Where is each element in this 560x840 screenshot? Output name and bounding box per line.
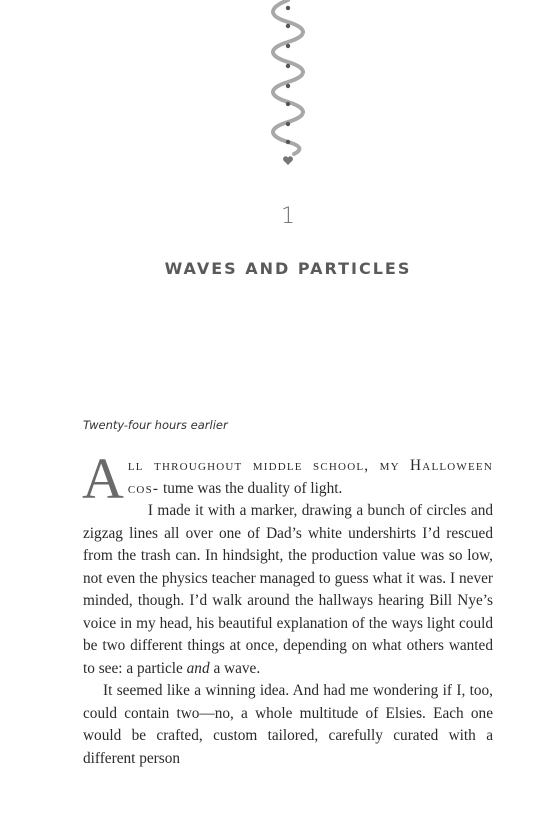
- paragraph-2-emphasis: and: [186, 659, 210, 677]
- paragraph-2: [83, 500, 493, 680]
- paragraph-3: It seemed like a winning idea. And had me wondering if I, too, could contain two—no, a whole multitude of Elsies. Each one would be crafted, custom tailored, carefully curated with a different person: [83, 682, 493, 767]
- drop-cap: A: [82, 446, 124, 511]
- spiral-heart-ornament-icon: [258, 0, 318, 170]
- epigraph: Twenty-four hours earlier: [83, 418, 228, 432]
- paragraph-1: [82, 446, 493, 511]
- paragraph-2-tail-pre: particle: [136, 659, 183, 677]
- paragraph-1-rest: tume was the duality of light.: [163, 479, 343, 497]
- lead-in-smallcaps: ll throughout middle school, my Halloween cos-: [127, 457, 493, 497]
- body-text: [82, 446, 493, 770]
- chapter-number: 1: [281, 204, 295, 229]
- paragraph-2-tail-post: a wave.: [213, 659, 261, 677]
- chapter-title: WAVES AND PARTICLES: [164, 259, 412, 278]
- paragraph-2-text: I made it with a marker, drawing a bunch of circles and zigzag lines all over one of Dad’s white undershirts I’d rescued from the trash can. In hindsight, the production value was so low, not even the physics teacher managed to guess what it was. I never minded, though. I’d walk around the hallways hearing Bill Nye’s voice in my head, his beautiful explanation of the ways light could be two different things at once, depending on what others wanted to see: a: [83, 502, 493, 677]
